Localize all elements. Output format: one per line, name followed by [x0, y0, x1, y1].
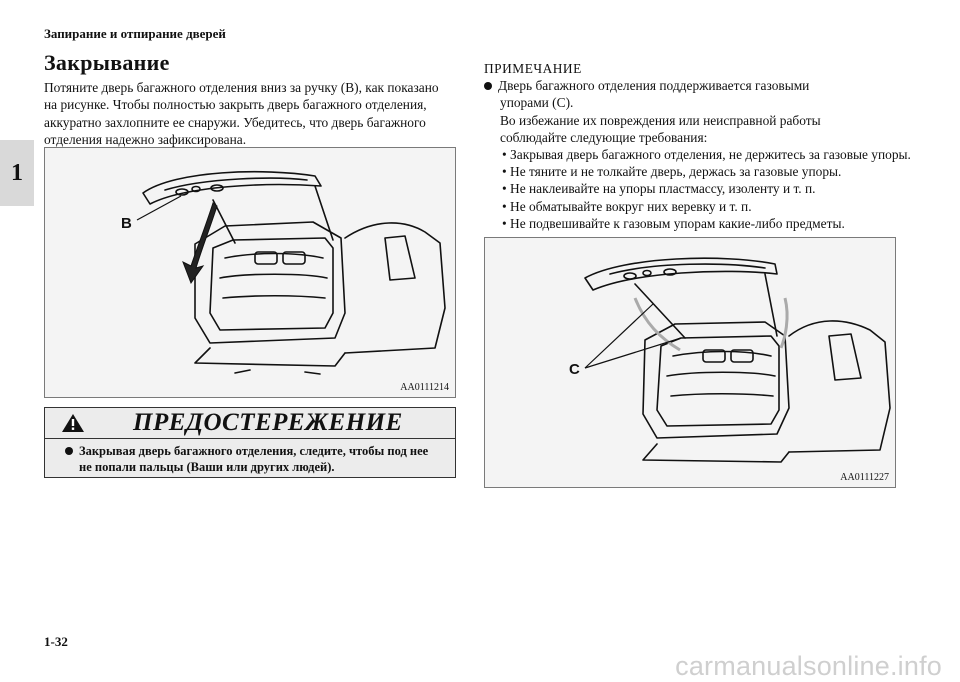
section-heading: Закрывание [44, 50, 170, 75]
note-bullet-line: Дверь багажного отделения поддерживается газовыми [484, 77, 914, 94]
figure-code: AA0111214 [400, 382, 449, 393]
bullet-icon [65, 447, 73, 455]
gas-struts-illustration [485, 238, 895, 487]
note-subitem: • Не наклеивайте на упоры пластмассу, изоленту и т. п. [502, 181, 816, 197]
figure-code: AA0111227 [840, 472, 889, 483]
callout-b: B [121, 215, 132, 232]
running-header: Запирание и отпирание дверей [44, 26, 226, 41]
tailgate-closing-illustration [45, 148, 455, 397]
warning-text [65, 443, 455, 475]
watermark: carmanualsonline.info [675, 651, 942, 681]
intro-line: аккуратно захлопните ее снаружи. Убедитесь, что дверь багажного [44, 114, 426, 130]
intro-paragraph [44, 79, 464, 149]
note-block [484, 60, 914, 232]
warning-header [45, 408, 455, 439]
note-bullet-line: упорами (C). [500, 95, 574, 111]
warning-triangle-icon [61, 413, 85, 433]
note-bullet-line: Во избежание их повреждения или неисправной работы [500, 112, 821, 128]
warning-title: ПРЕДОСТЕРЕЖЕНИЕ [133, 409, 403, 436]
intro-line: отделения надежно зафиксирована. [44, 132, 247, 148]
intro-line: на рисунке. Чтобы полностью закрыть дверь багажного отделения, [44, 97, 427, 113]
intro-line: Потяните дверь багажного отделения вниз за ручку (B), как показано [44, 80, 439, 95]
warning-line: Закрывая дверь багажного отделения, следите, чтобы под нее [65, 443, 455, 459]
note-subitem: • Не подвешивайте к газовым упорам какие-либо предметы. [502, 215, 845, 231]
chapter-tab [0, 140, 34, 206]
note-title: ПРИМЕЧАНИЕ [484, 61, 582, 76]
figure-tailgate-closing [44, 147, 456, 398]
page-number: 1-32 [44, 634, 68, 649]
bullet-icon [484, 82, 492, 90]
note-bullet-line: соблюдайте следующие требования: [500, 129, 708, 145]
note-subitem: • Закрывая дверь багажного отделения, не держитесь за газовые упоры. [502, 147, 911, 163]
callout-c: C [569, 361, 580, 378]
chapter-number: 1 [11, 159, 23, 186]
note-subitem: • Не тяните и не толкайте дверь, держась за газовые упоры. [502, 164, 842, 180]
note-subitem: • Не обматывайте вокруг них веревку и т. п. [502, 198, 752, 214]
warning-line: не попали пальцы (Ваши или других людей). [79, 460, 335, 474]
figure-gas-struts [484, 237, 896, 488]
warning-box [44, 407, 456, 478]
